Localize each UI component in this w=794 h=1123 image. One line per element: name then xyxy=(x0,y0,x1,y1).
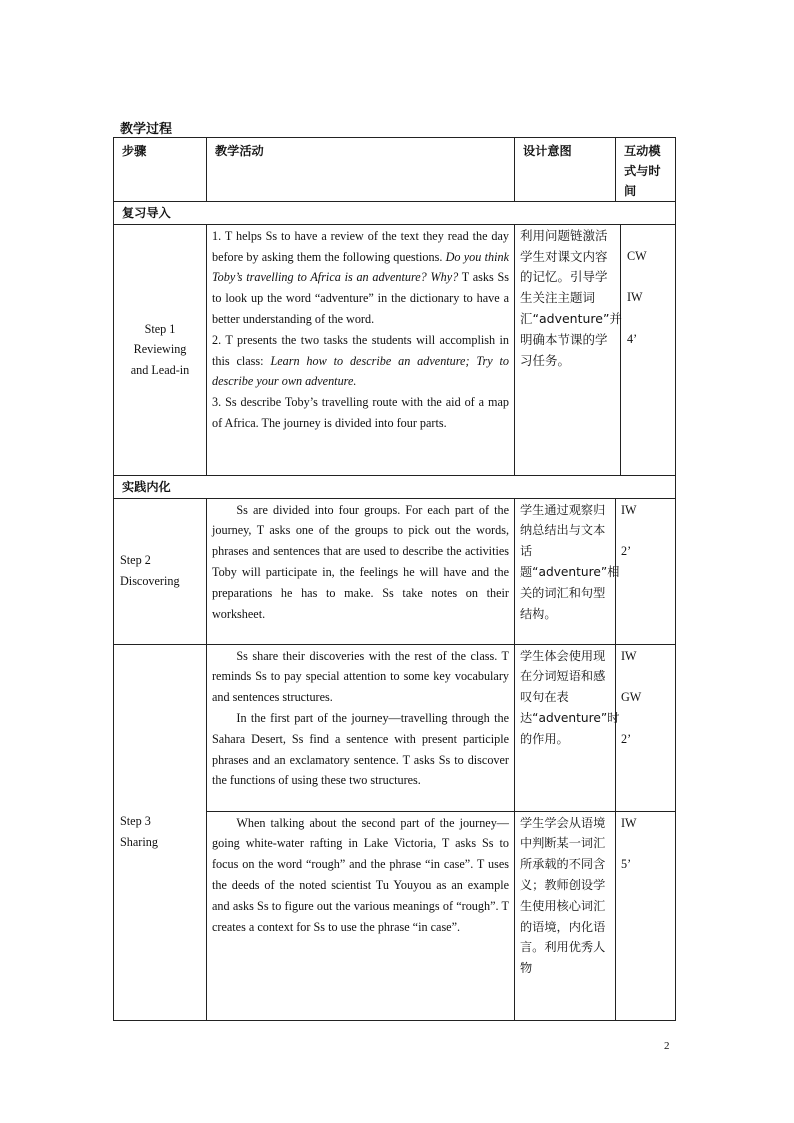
step2-activity: Ss are divided into four groups. For each part of the journey, T asks one of the groups to pick out the words, phrases and sentences that are used to describe the activities Toby will participate in, the feelings he will have and the preparations he has to make. Ss take notes on their worksheet. xyxy=(207,498,515,644)
step1-intent-mode xyxy=(515,224,676,475)
step3a-row xyxy=(114,644,676,811)
section-title: 教学过程 xyxy=(120,122,173,137)
section-review: 复习导入 xyxy=(114,202,676,225)
step3a-activity: Ss share their discoveries with the rest of the class. T reminds Ss to pay special attention to some key vocabulary and sentences structures. In the first part of the journey—travelling through the Sahara Desert, Ss find a sentence with present participle phrases and an exclamatory sentence. T asks Ss to discover the functions of using these two structures. xyxy=(207,644,515,811)
step1-intent: 利用问题链激活学生对课文内容的记忆。引导学生关注主题词汇“adventure”并明确本节课的学习任务。 xyxy=(515,225,621,475)
step1-activity: 1. T helps Ss to have a review of the text they read the day before by asking them the following questions. Do you think Toby’s travelling to Africa is an adventure? Why? T asks Ss to look up the word “adventure” in the dictionary to have a better understanding of the word. 2. T presents the two tasks the students will accomplish in this class: Learn how to describe an adventure; Try to describe your own adventure. 3. Ss describe Toby’s travelling route with the aid of a map of Africa. The journey is divided into four parts. xyxy=(207,224,515,475)
header-row xyxy=(114,138,676,202)
section-practice: 实践内化 xyxy=(114,475,676,498)
step1-row xyxy=(114,224,676,475)
step1-title: Step 1 Reviewing and Lead-in xyxy=(114,224,207,475)
teaching-process-table xyxy=(113,137,676,1021)
section-review-row xyxy=(114,202,676,225)
header-activity: 教学活动 xyxy=(207,138,515,202)
header-step: 步骤 xyxy=(114,138,207,202)
page-number: 2 xyxy=(664,1040,670,1052)
step3a-mode: IW GW 2’ xyxy=(616,644,676,811)
step3b-activity: When talking about the second part of the journey—going white-water rafting in Lake Victoria, T asks Ss to focus on the word “rough” and the phrase “in case”. T uses the deeds of the noted scientist Tu Youyou as an example and asks Ss to figure out the various meanings of “rough”. T creates a context for Ss to use the phrase “in case”. xyxy=(207,811,515,1020)
step3b-mode: IW 5’ xyxy=(616,811,676,1020)
step2-intent: 学生通过观察归纳总结出与文本话题“adventure”相关的词汇和句型结构。 xyxy=(515,498,616,644)
step2-mode: IW 2’ xyxy=(616,498,676,644)
header-intent: 设计意图 xyxy=(515,138,616,202)
step3a-intent: 学生体会使用现在分词短语和感叹句在表达“adventure”时的作用。 xyxy=(515,644,616,811)
section-practice-row xyxy=(114,475,676,498)
step2-row xyxy=(114,498,676,644)
step2-title: Step 2 Discovering xyxy=(114,498,207,644)
step3b-intent: 学生学会从语境中判断某一词汇所承载的不同含义；教师创设学生使用核心词汇的语境，内化语言。利用优秀人物 xyxy=(515,811,616,1020)
step3-title: Step 3 Sharing xyxy=(114,644,207,1020)
step1-mode: CW IW 4’ xyxy=(627,248,647,346)
header-mode: 互动模式与时间 xyxy=(616,138,676,202)
